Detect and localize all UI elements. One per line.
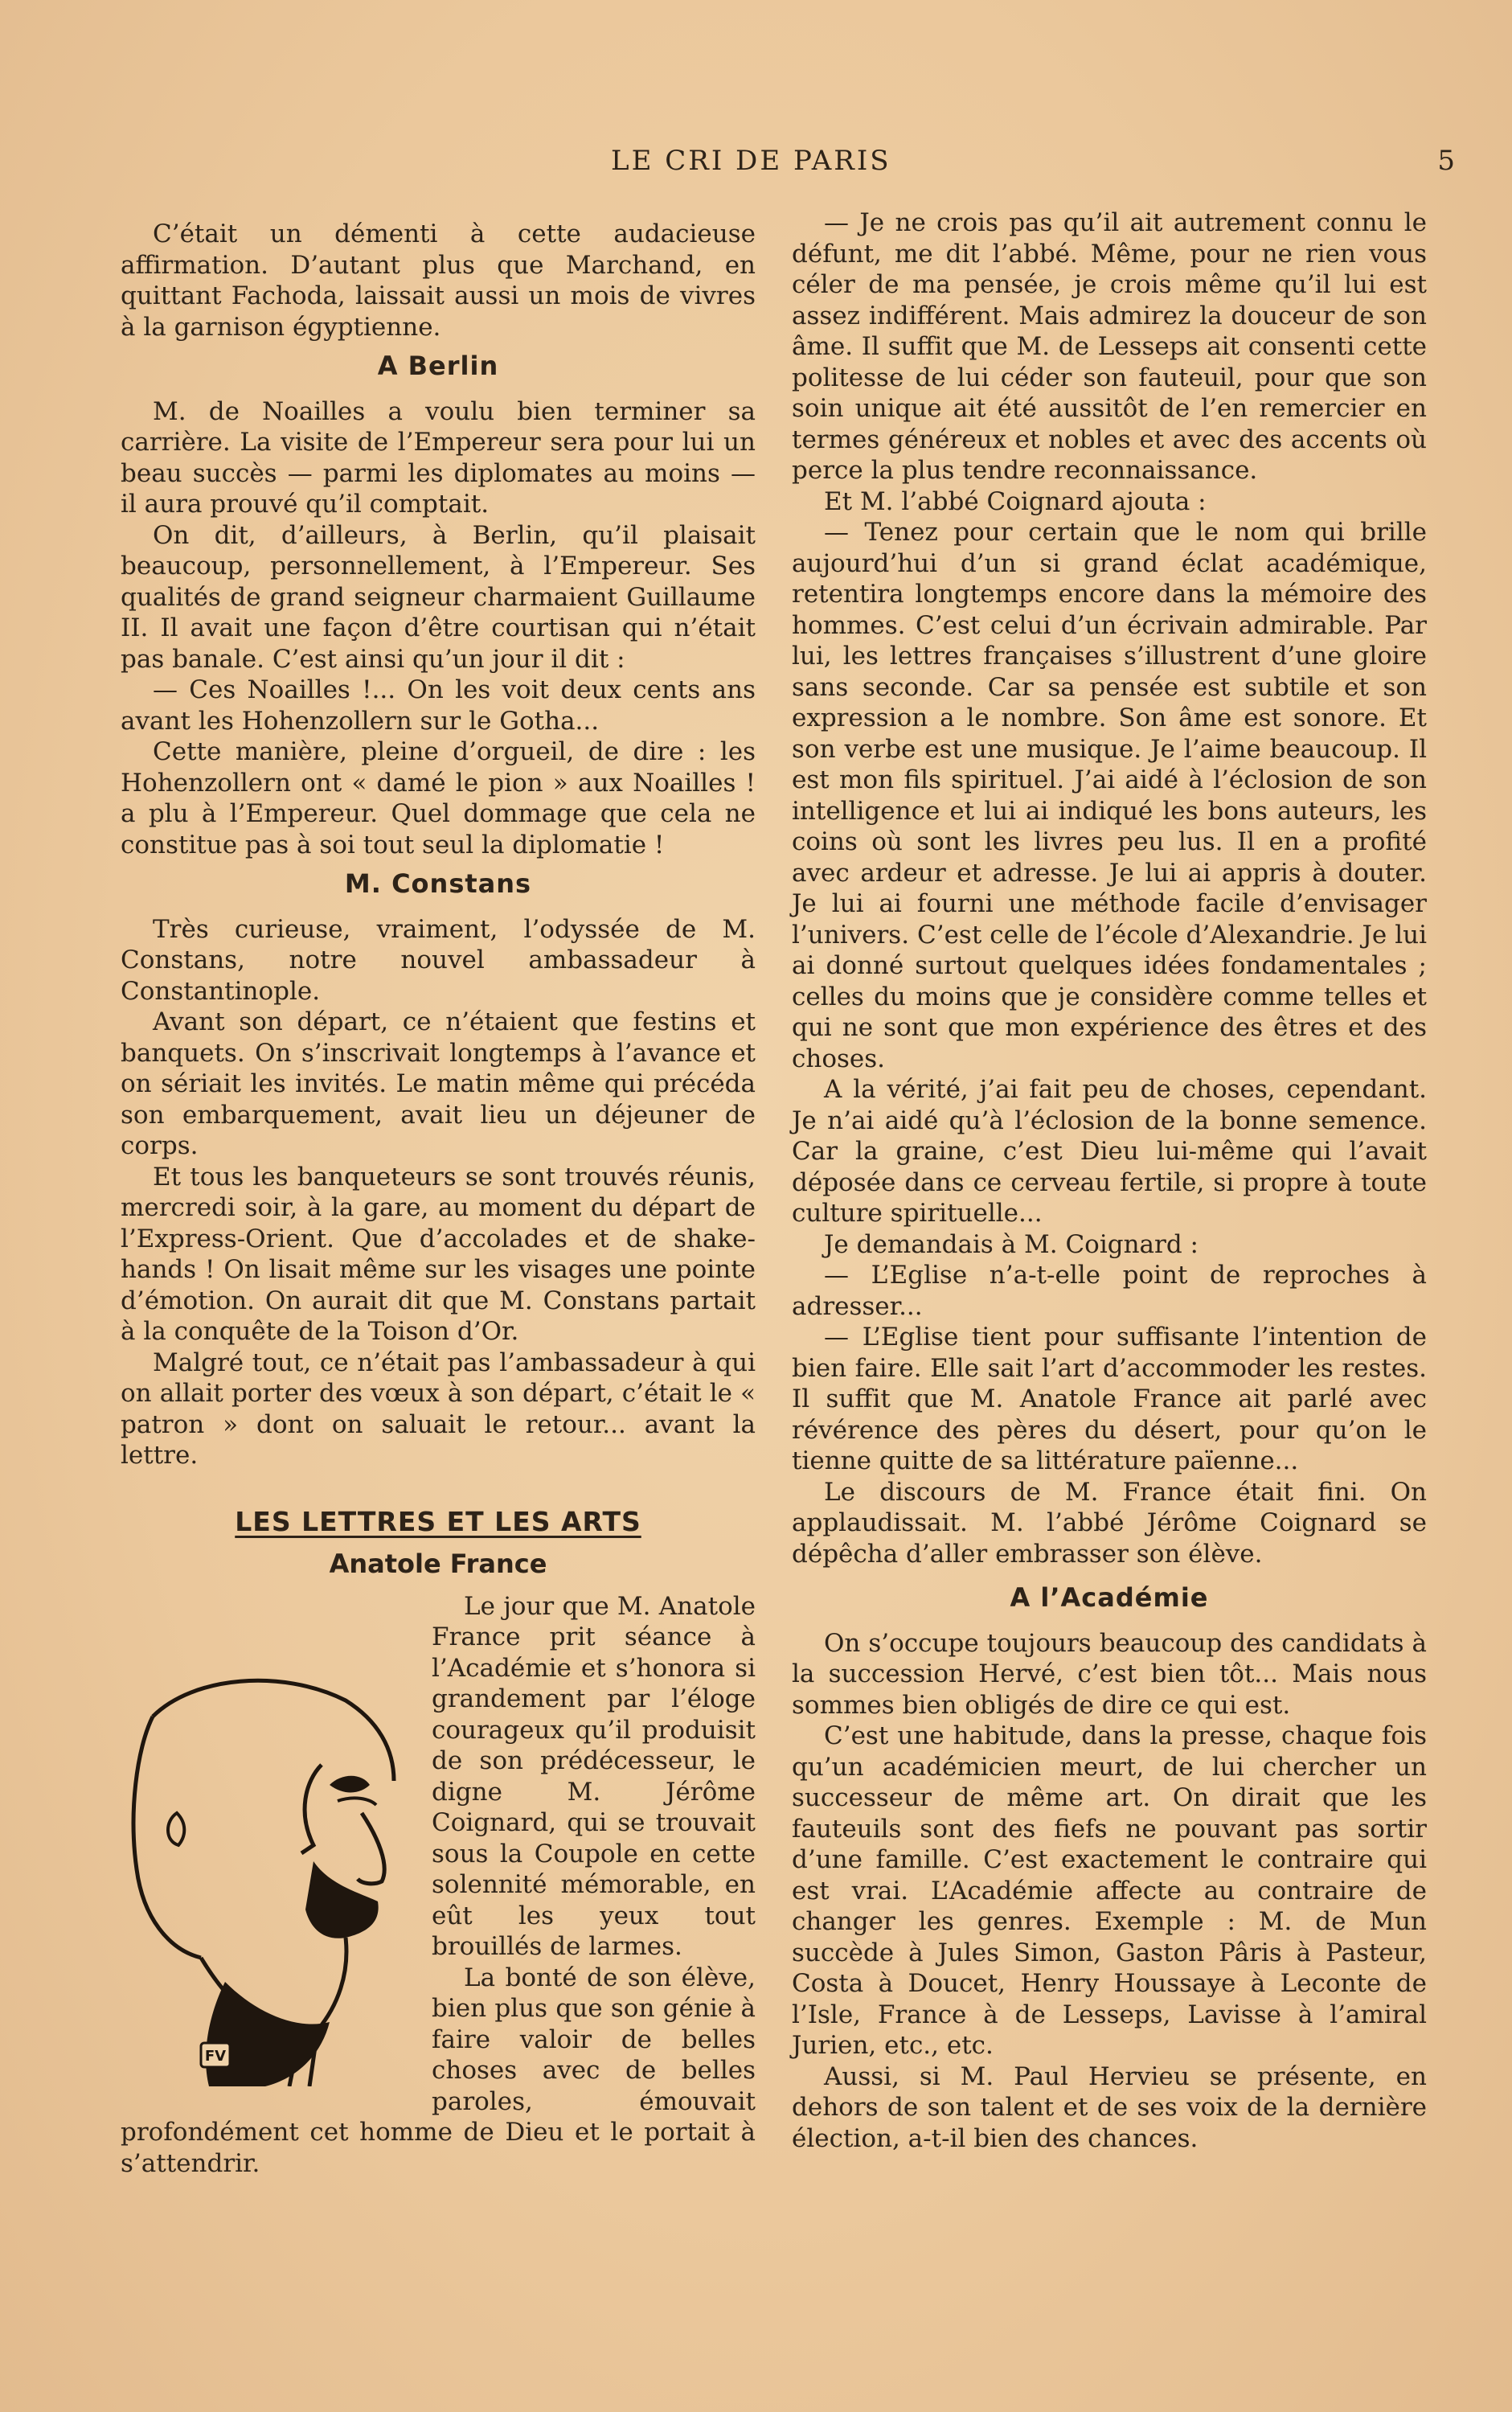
- heading-m-constans: M. Constans: [344, 868, 532, 899]
- paragraph: Avant son départ, ce n’étaient que festins et banquets. On s’inscrivait longtemps à l’avance et on sériait les invités. Le matin même qui précéda son embarquement, avait lieu un déjeuner de corps.: [121, 1007, 756, 1160]
- paragraph: — Ces Noailles !... On les voit deux cents ans avant les Hohenzollern sur le Gotha...: [121, 675, 756, 736]
- paragraph: Cette manière, pleine d’orgueil, de dire : les Hohenzollern ont « damé le pion » aux Noailles ! a plu à l’Empereur. Quel dommage que cela ne constitue pas à soi tout seul la diplomatie !: [121, 737, 756, 859]
- paragraph: La bonté de son élève, bien plus que son génie à faire valoir de belles choses avec de belles paroles, émouvait profondément cet homme de Dieu et le portait à s’attendrir.: [121, 1963, 756, 2178]
- paragraph: — Tenez pour certain que le nom qui brille aujourd’hui d’un si grand éclat académique, retentira longtemps encore dans la mémoire des hommes. C’est celui d’un écrivain admirable. Par lui, les lettres françaises s’illustrent d’une gloire sans seconde. Car sa pensée est subtile et son expression a le nombre. Son âme est sonore. Et son verbe est une musique. Je l’aime beaucoup. Il est mon fils spirituel. J’ai aidé à l’éclosion de son intelligence et lui ai indiqué les bons auteurs, les coins où sont les livres peu lus. Il en a profité avec ardeur et adresse. Je lui ai appris à douter. Je lui ai fourni une méthode facile d’envisager l’univers. C’est celle de l’école d’Alexandrie. Je lui ai donné surtout quelques idées fondamentales ; celles du moins que je considère comme telles et qui ne sont que mon expérience des êtres et des choses.: [792, 518, 1427, 1073]
- right-column: [792, 207, 1427, 2154]
- paragraph-intro: [121, 1591, 756, 2065]
- article-text: Le jour que M. Anatole France prit séance à l’Académie et s’honora si grandement par l’éloge courageux qu’il produisit de son prédécesseur, le digne M. Jérôme Coignard, qui se trouvait sous la Coupole en cette solennité mémorable, en eût les yeux tout brouillés de larmes.: [432, 1591, 756, 1961]
- paragraph: On s’occupe toujours beaucoup des candidats à la succession Hervé, c’est bien tôt... Mais nous sommes bien obligés de dire ce qui est.: [792, 1628, 1427, 1720]
- anatole-france-portrait: [121, 1652, 422, 2102]
- paragraph: — Je ne crois pas qu’il ait autrement connu le défunt, me dit l’abbé. Même, pour ne rien vous céler de ma pensée, je crois même qu’il lui est assez indifférent. Mais admirez la douceur de son âme. Il suffit que M. de Lesseps ait consenti cette politesse de lui céder son fauteuil, pour que son soin unique ait été aussitôt de l’en remercier en termes généreux et nobles et avec des accents où perce la plus tendre reconnaissance.: [792, 208, 1427, 485]
- paragraph: Et tous les banqueteurs se sont trouvés réunis, mercredi soir, à la gare, au moment du départ de l’Express-Orient. Que d’accolades et de shake-hands ! On lisait même sur les visages une pointe d’émotion. On aurait dit que M. Constans partait à la conquête de la Toison d’Or.: [121, 1162, 756, 1346]
- paragraph: Et M. l’abbé Coignard ajouta :: [824, 486, 1207, 516]
- left-column: [121, 219, 756, 2179]
- paragraph: A la vérité, j’ai fait peu de choses, cependant. Je n’ai aidé qu’à l’éclosion de la bonne semence. Car la graine, c’est Dieu lui-même qui l’avait déposée dans ce cerveau fertile, si propre à toute culture spirituelle...: [792, 1075, 1427, 1228]
- newspaper-title: LE CRI DE PARIS: [611, 145, 891, 177]
- paragraph: Malgré tout, ce n’était pas l’ambassadeur à qui on allait porter des vœux à son départ, c’était le « patron » dont on saluait le retour... avant la lettre.: [121, 1348, 756, 1470]
- section-heading-lettres-arts: LES LETTRES ET LES ARTS: [235, 1505, 641, 1537]
- paragraph: Aussi, si M. Paul Hervieu se présente, en dehors de son talent et de ses voix de la dernière élection, a-t-il bien des chances.: [792, 2061, 1427, 2153]
- heading-a-l-academie: A l’Académie: [1010, 1582, 1209, 1613]
- heading-a-berlin: A Berlin: [377, 351, 499, 381]
- paragraph: Très curieuse, vraiment, l’odyssée de M. Constans, notre nouvel ambassadeur à Constantinople.: [121, 914, 756, 1006]
- paragraph: Je demandais à M. Coignard :: [824, 1229, 1199, 1259]
- paragraph: — L’Eglise n’a-t-elle point de reproches à adresser...: [792, 1261, 1427, 1321]
- anatole-france-article: [121, 1591, 756, 2180]
- paragraph: — L’Eglise tient pour suffisante l’intention de bien faire. Elle sait l’art d’accommoder les restes. Il suffit que M. Anatole France ait parlé avec révérence des pères du désert, pour qu’on le tienne quitte de sa littérature païenne...: [792, 1323, 1427, 1475]
- page-header: [121, 145, 1455, 185]
- portrait-drawing: [121, 1652, 418, 2086]
- paragraph: Le discours de M. France était fini. On applaudissait. M. l’abbé Jérôme Coignard se dépêcha d’aller embrasser son élève.: [792, 1477, 1427, 1569]
- paragraph: M. de Noailles a voulu bien terminer sa carrière. La visite de l’Empereur sera pour lui un beau succès — parmi les diplomates au moins — il aura prouvé qu’il comptait.: [121, 396, 756, 519]
- portrait-monogram: FV: [204, 2047, 227, 2065]
- heading-anatole-france: Anatole France: [329, 1549, 547, 1579]
- paragraph: C’est une habitude, dans la presse, chaque fois qu’un académicien meurt, de lui chercher un successeur de même art. On dirait que les fauteuils sont des fiefs ne pouvant pas sortir d’une famille. C’est exactement le contraire qui est vrai. L’Académie affecte au contraire de changer les genres. Exemple : M. de Mun succède à Jules Simon, Gaston Pâris à Pasteur, Costa à Doucet, Henry Houssaye à Leconte de l’Isle, France à de Lesseps, Lavisse à l’amiral Jurien, etc., etc.: [792, 1721, 1427, 2060]
- page-number: 5: [1437, 145, 1455, 177]
- paragraph: On dit, d’ailleurs, à Berlin, qu’il plaisait beaucoup, personnellement, à l’Empereur. Ses qualités de grand seigneur charmaient Guillaume II. Il avait une façon d’être courtisan qui n’était pas banale. C’est ainsi qu’un jour il dit :: [121, 520, 756, 674]
- paragraph: C’était un démenti à cette audacieuse affirmation. D’autant plus que Marchand, en quittant Fachoda, laissait aussi un mois de vivres à la garnison égyptienne.: [121, 219, 756, 342]
